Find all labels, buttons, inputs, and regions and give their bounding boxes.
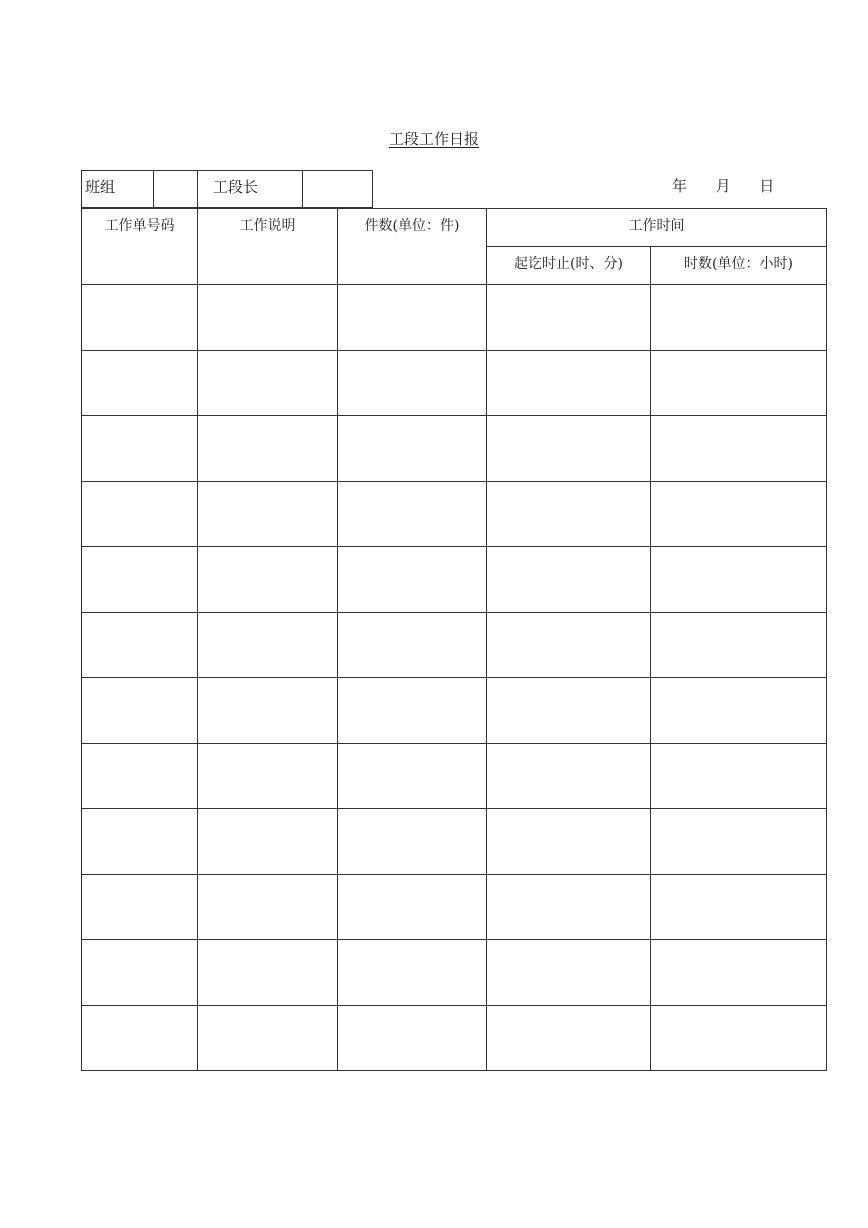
hours-cell[interactable] [651, 547, 827, 613]
section-chief-field[interactable] [303, 171, 373, 208]
work-description-cell[interactable] [198, 416, 338, 482]
quantity-cell[interactable] [338, 874, 487, 940]
work-order-no-cell[interactable] [82, 940, 198, 1006]
start-end-time-cell[interactable] [487, 1005, 651, 1071]
column-header-work-time: 工作时间 [487, 209, 827, 247]
work-description-cell[interactable] [198, 481, 338, 547]
table-row [82, 874, 827, 940]
quantity-cell[interactable] [338, 612, 487, 678]
hours-cell[interactable] [651, 1005, 827, 1071]
work-description-cell[interactable] [198, 743, 338, 809]
work-order-no-cell[interactable] [82, 1005, 198, 1071]
team-field[interactable] [154, 171, 198, 208]
month-label: 月 [715, 177, 731, 195]
date-line [672, 175, 774, 196]
table-row [82, 809, 827, 875]
start-end-time-cell[interactable] [487, 809, 651, 875]
work-description-cell[interactable] [198, 678, 338, 744]
quantity-cell[interactable] [338, 743, 487, 809]
start-end-time-cell[interactable] [487, 481, 651, 547]
start-end-time-cell[interactable] [487, 940, 651, 1006]
table-row [82, 612, 827, 678]
quantity-cell[interactable] [338, 350, 487, 416]
work-description-cell[interactable] [198, 940, 338, 1006]
start-end-time-cell[interactable] [487, 285, 651, 351]
column-header-work-order-no: 工作单号码 [82, 209, 198, 285]
work-order-no-cell[interactable] [82, 350, 198, 416]
work-order-no-cell[interactable] [82, 678, 198, 744]
work-order-no-cell[interactable] [82, 416, 198, 482]
work-description-cell[interactable] [198, 809, 338, 875]
quantity-cell[interactable] [338, 809, 487, 875]
table-row [82, 416, 827, 482]
start-end-time-cell[interactable] [487, 350, 651, 416]
work-order-no-cell[interactable] [82, 809, 198, 875]
work-description-cell[interactable] [198, 1005, 338, 1071]
work-order-no-cell[interactable] [82, 285, 198, 351]
table-row [82, 678, 827, 744]
hours-cell[interactable] [651, 809, 827, 875]
work-order-no-cell[interactable] [82, 743, 198, 809]
start-end-time-cell[interactable] [487, 416, 651, 482]
work-order-no-cell[interactable] [82, 612, 198, 678]
column-header-work-description: 工作说明 [198, 209, 338, 285]
start-end-time-cell[interactable] [487, 874, 651, 940]
column-header-start-end-time: 起讫时止(时、分) [487, 247, 651, 285]
quantity-cell[interactable] [338, 481, 487, 547]
start-end-time-cell[interactable] [487, 678, 651, 744]
quantity-cell[interactable] [338, 416, 487, 482]
work-description-cell[interactable] [198, 612, 338, 678]
hours-cell[interactable] [651, 481, 827, 547]
header-info-table [81, 170, 373, 208]
work-order-no-cell[interactable] [82, 874, 198, 940]
start-end-time-cell[interactable] [487, 547, 651, 613]
work-description-cell[interactable] [198, 547, 338, 613]
start-end-time-cell[interactable] [487, 612, 651, 678]
work-description-cell[interactable] [198, 285, 338, 351]
work-report-table [81, 208, 827, 1071]
work-description-cell[interactable] [198, 350, 338, 416]
start-end-time-cell[interactable] [487, 743, 651, 809]
section-chief-label: 工段长 [198, 171, 303, 208]
table-row [82, 285, 827, 351]
hours-cell[interactable] [651, 940, 827, 1006]
team-label: 班组 [82, 171, 154, 208]
work-description-cell[interactable] [198, 874, 338, 940]
hours-cell[interactable] [651, 285, 827, 351]
quantity-cell[interactable] [338, 678, 487, 744]
column-header-hours: 时数(单位：小时) [651, 247, 827, 285]
quantity-cell[interactable] [338, 1005, 487, 1071]
day-label: 日 [759, 177, 775, 195]
quantity-cell[interactable] [338, 940, 487, 1006]
work-order-no-cell[interactable] [82, 547, 198, 613]
column-header-quantity: 件数(单位：件) [338, 209, 487, 285]
form-title: 工段工作日报 [388, 130, 479, 148]
table-row [82, 350, 827, 416]
table-row [82, 1005, 827, 1071]
hours-cell[interactable] [651, 416, 827, 482]
hours-cell[interactable] [651, 874, 827, 940]
hours-cell[interactable] [651, 743, 827, 809]
table-row [82, 481, 827, 547]
quantity-cell[interactable] [338, 547, 487, 613]
table-row [82, 547, 827, 613]
hours-cell[interactable] [651, 612, 827, 678]
hours-cell[interactable] [651, 678, 827, 744]
table-row [82, 743, 827, 809]
quantity-cell[interactable] [338, 285, 487, 351]
work-order-no-cell[interactable] [82, 481, 198, 547]
year-label: 年 [672, 177, 688, 195]
hours-cell[interactable] [651, 350, 827, 416]
table-row [82, 940, 827, 1006]
